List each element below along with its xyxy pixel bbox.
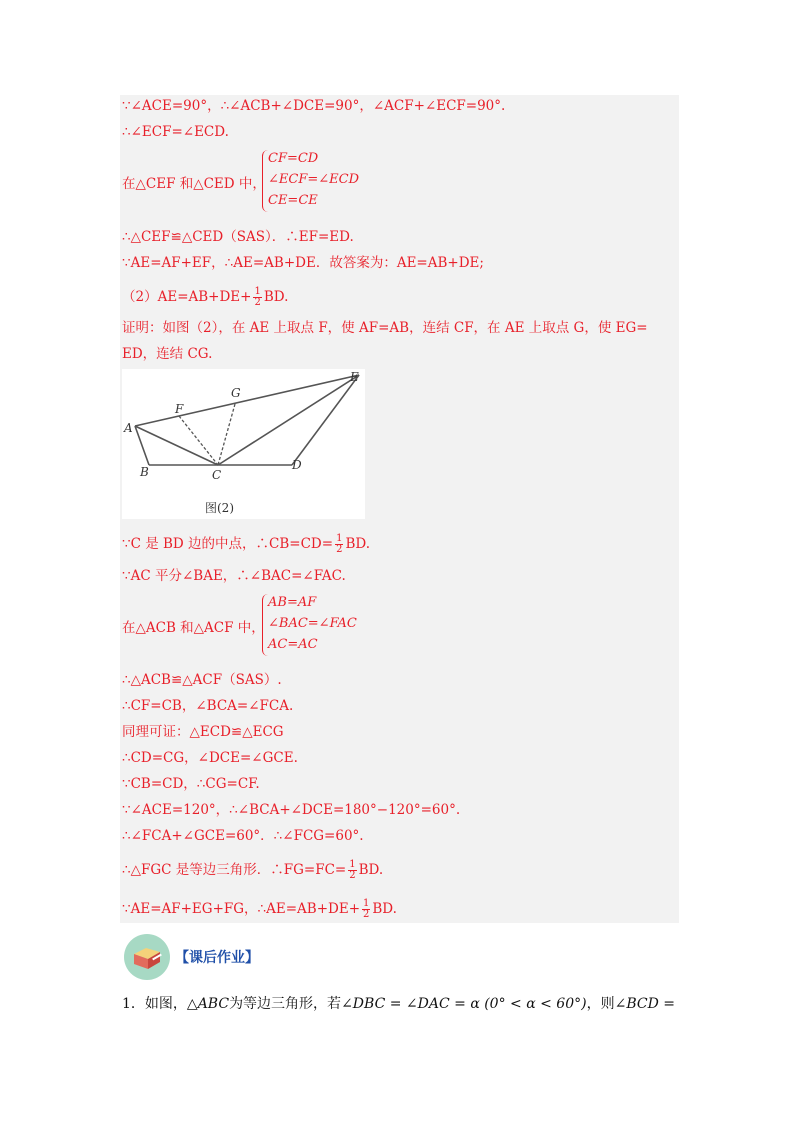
equation-system-1 <box>268 148 359 211</box>
label-B: B <box>140 465 149 479</box>
system-2-eq-2: ∠BAC=∠FAC <box>268 616 357 631</box>
solution-line-17: ∵∠ACE=120°，∴∠BCA+∠DCE=180°−120°=60°. <box>122 802 461 818</box>
homework-book-icon <box>124 934 170 980</box>
triangle-abc: △ABC <box>186 996 230 1012</box>
solution-line-8: ED，连结 CG. <box>122 346 213 362</box>
fraction-half: $\frac{1}{2}$ <box>336 533 343 555</box>
solution-line-20: ∵AE=AF+EG+FG，∴AE=AB+DE+ $\frac{1}{2}$ BD. <box>122 898 397 920</box>
label-A: A <box>124 421 133 435</box>
solution-line-13: ∴CF=CB，∠BCA=∠FCA. <box>122 698 294 714</box>
system-1-eq-3: CE=CE <box>268 193 318 208</box>
system-2-eq-3: AC=AC <box>268 637 318 652</box>
angle-bcd-question: ∠BCD = <box>614 996 675 1012</box>
label-G: G <box>231 386 241 400</box>
system-2-eq-1: AB=AF <box>268 595 317 610</box>
solution-line-1: ∵∠ACE=90°，∴∠ACB+∠DCE=90°，∠ACF+∠ECF=90°. <box>122 98 506 114</box>
label-F: F <box>175 402 184 416</box>
solution-line-18: ∴∠FCA+∠GCE=60°．∴∠FCG=60°. <box>122 828 364 844</box>
homework-question-1: 1．如图，△ABC为等边三角形，若∠DBC = ∠DAC = α (0° < α < 60°)，则∠BCD = <box>122 996 675 1012</box>
solution-line-5: ∵AE=AF+EF，∴AE=AB+DE．故答案为：AE=AB+DE; <box>122 255 484 271</box>
solution-line-19: ∴△FGC 是等边三角形．∴FG=FC= $\frac{1}{2}$ BD. <box>122 859 384 881</box>
solution-line-2: ∴∠ECF=∠ECD. <box>122 124 229 140</box>
part2-statement: （2）AE=AB+DE+ <box>122 289 252 305</box>
solution-line-7: 证明：如图（2），在 AE 上取点 F，使 AF=AB，连结 CF，在 AE 上取点 G，使 EG= <box>122 320 648 336</box>
equation-system-2 <box>268 592 357 655</box>
figure-caption: 图(2) <box>205 501 234 515</box>
fraction-half: $\frac{1}{2}$ <box>254 286 261 308</box>
solution-line-16: ∵CB=CD，∴CG=CF. <box>122 776 260 792</box>
solution-line-11: 在△ACB 和△ACF 中， <box>122 620 265 636</box>
solution-line-9: ∵C 是 BD 边的中点，∴CB=CD= $\frac{1}{2}$ BD. <box>122 533 371 555</box>
geometry-figure-2 <box>122 369 365 519</box>
label-E: E <box>350 370 359 384</box>
solution-line-3: 在△CEF 和△CED 中， <box>122 176 266 192</box>
solution-line-6: （2）AE=AB+DE+ $\frac{1}{2}$ BD. <box>122 286 289 308</box>
label-C: C <box>212 468 222 482</box>
solution-line-4: ∴△CEF≌△CED（SAS）．∴EF=ED. <box>122 229 354 245</box>
fraction-half: $\frac{1}{2}$ <box>349 859 356 881</box>
solution-line-10: ∵AC 平分∠BAE，∴∠BAC=∠FAC. <box>122 568 346 584</box>
geometry-diagram <box>122 369 365 519</box>
label-D: D <box>292 458 302 472</box>
segment-AE <box>135 375 359 426</box>
solution-line-12: ∴△ACB≌△ACF（SAS）. <box>122 672 282 688</box>
angle-condition: ∠DBC = ∠DAC = α (0° < α < 60°) <box>341 996 587 1012</box>
solution-line-15: ∴CD=CG，∠DCE=∠GCE. <box>122 750 298 766</box>
homework-section-title: 【课后作业】 <box>175 950 259 966</box>
solution-line-14: 同理可证：△ECD≌△ECG <box>122 724 284 740</box>
system-1-eq-2: ∠ECF=∠ECD <box>268 172 359 187</box>
system-1-eq-1: CF=CD <box>268 151 319 166</box>
fraction-half: $\frac{1}{2}$ <box>363 898 370 920</box>
segment-CF <box>179 416 218 465</box>
